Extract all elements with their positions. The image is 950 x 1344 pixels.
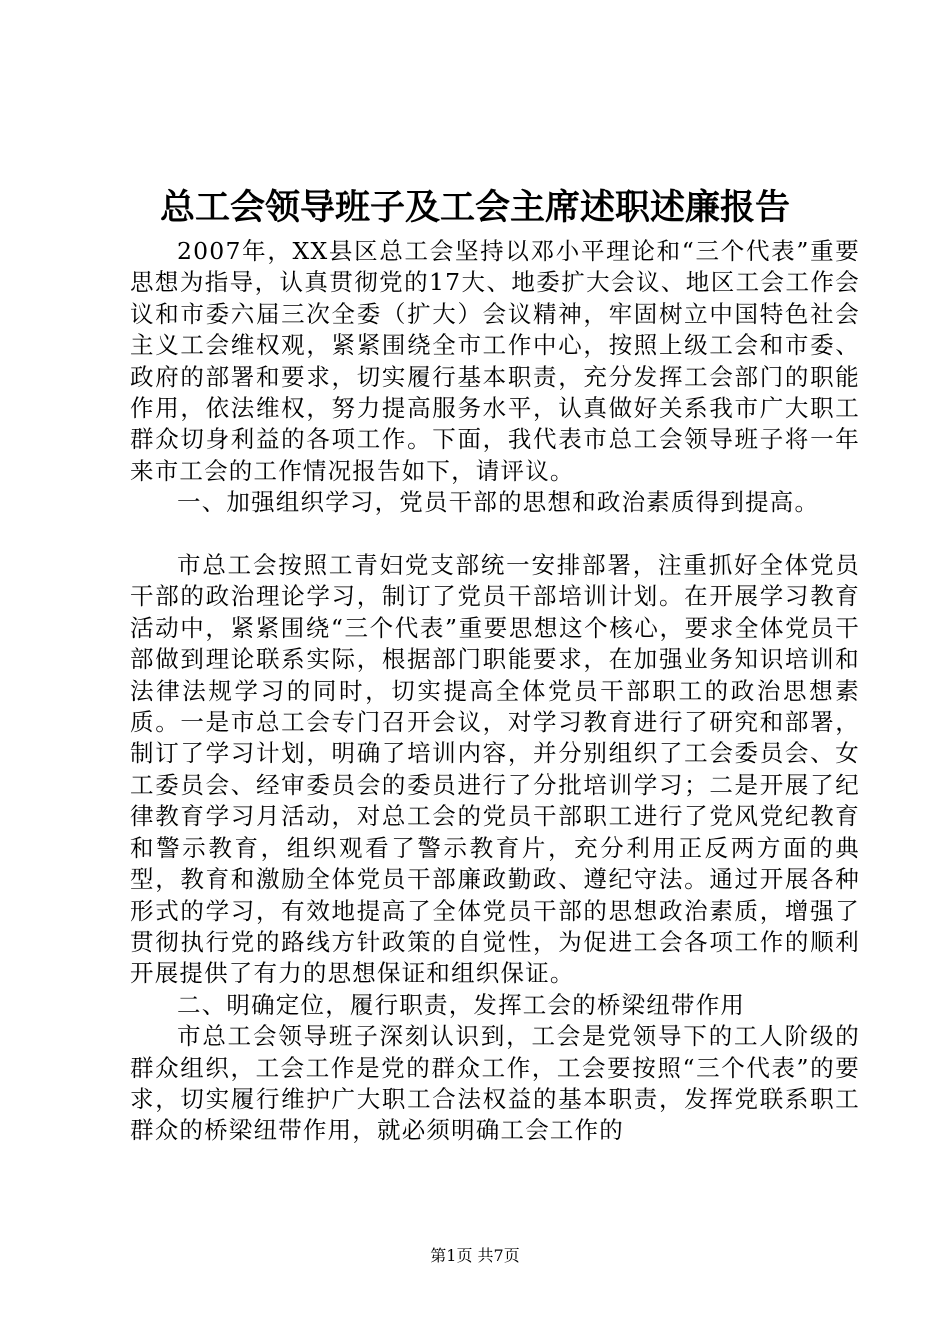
section-heading-1: 一、加强组织学习，党员干部的思想和政治素质得到提高。: [177, 488, 820, 517]
document-body: [130, 236, 860, 1147]
document-title: 总工会领导班子及工会主席述职述廉报告: [159, 187, 790, 228]
paragraph-section-1: 市总工会按照工青妇党支部统一安排部署，注重抓好全体党员干部的政治理论学习，制订了党员干部培训计划。在开展学习教育活动中，紧紧围绕“三个代表”重要思想这个核心，要求全体党员干部做到理论联系实际，根据部门职能要求，在加强业务知识培训和法律法规学习的同时，切实提高全体党员干部职工的政治思想素质。一是市总工会专门召开会议，对学习教育进行了研究和部署，制订了学习计划，明确了培训内容，并分别组织了工会委员会、女工委员会、经审委员会的委员进行了分批培训学习；二是开展了纪律教育学习月活动，对总工会的党员干部职工进行了党风党纪教育和警示教育，组织观看了警示教育片，充分利用正反两方面的典型，教育和激励全体党员干部廉政勤政、遵纪守法。通过开展各种形式的学习，有效地提高了全体党员干部的思想政治素质，增强了贯彻执行党的路线方针政策的自觉性，为促进工会各项工作的顺利开展提供了有力的思想保证和组织保证。: [130, 551, 860, 988]
page-footer: 第1页 共7页: [430, 1246, 520, 1265]
paragraph-section-2: 市总工会领导班子深刻认识到，工会是党领导下的工人阶级的群众组织，工会工作是党的群众工作，工会要按照“三个代表”的要求，切实履行维护广大职工合法权益的基本职责，发挥党联系职工群众的桥梁纽带作用，就必须明确工会工作的: [130, 1022, 860, 1145]
section-heading-2: 二、明确定位，履行职责，发挥工会的桥梁纽带作用: [177, 990, 746, 1019]
paragraph-intro: 2007年，XX县区总工会坚持以邓小平理论和“三个代表”重要思想为指导，认真贯彻党的17大、地委扩大会议、地区工会工作会议和市委六届三次全委（扩大）会议精神，牢固树立中国特色社会主义工会维权观，紧紧围绕全市工作中心，按照上级工会和市委、政府的部署和要求，切实履行基本职责，充分发挥工会部门的职能作用，依法维权，努力提高服务水平，认真做好关系我市广大职工群众切身利益的各项工作。下面，我代表市总工会领导班子将一年来市工会的工作情况报告如下，请评议。: [130, 237, 860, 485]
